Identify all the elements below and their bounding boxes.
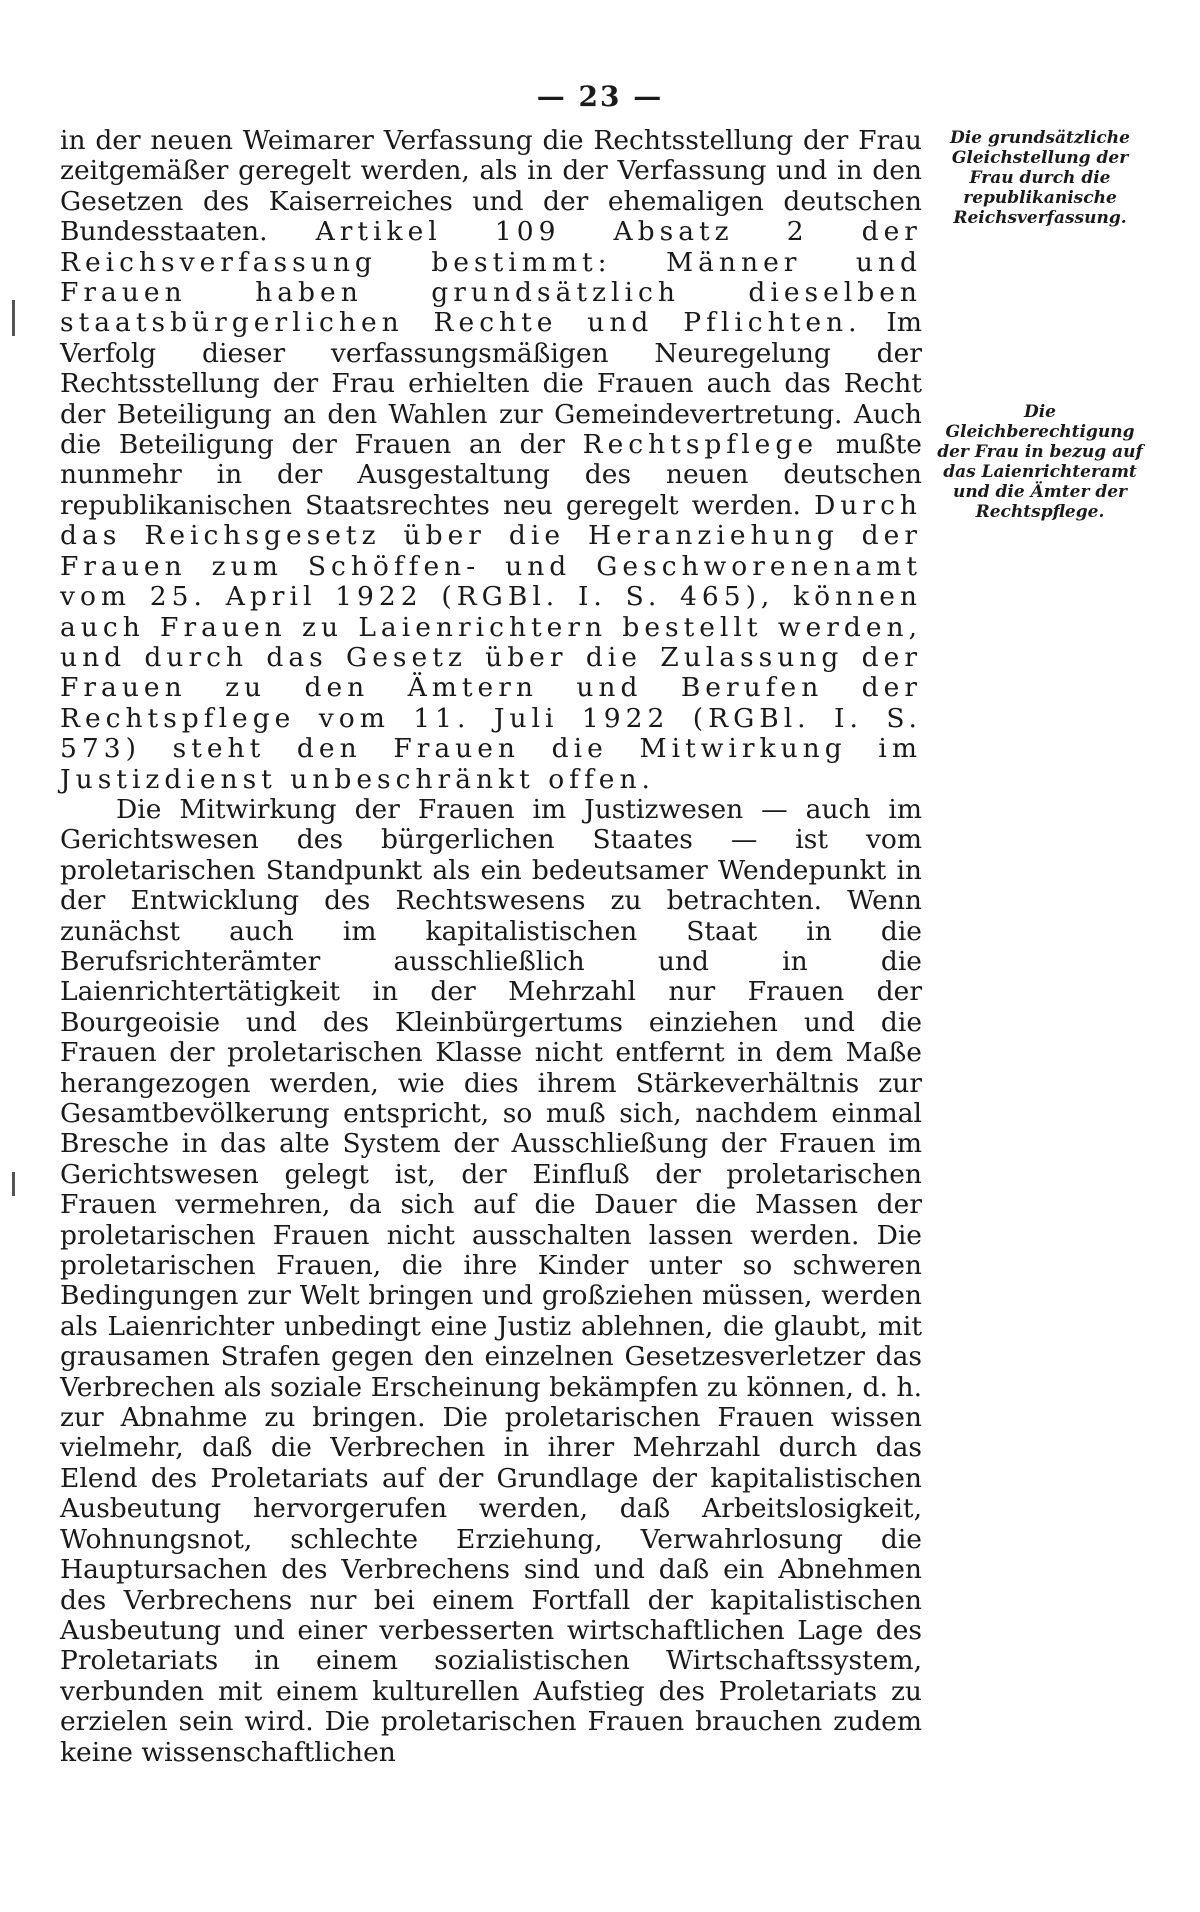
scan-mark: [12, 300, 15, 336]
paragraph-1-article-quote: Artikel 109 Absatz 2 der Reichsverfassung bestimmt: Männer und Frauen haben grundsätzlich dieselben staatsbürgerlichen Rechte und Pflichten.: [60, 216, 922, 339]
paragraph-1-rechtspflege: Rechtspflege: [582, 429, 819, 461]
paragraph-1-laws: Durch das Reichsgesetz über die Heranziehung der Frauen zum Schöffen- und Geschworenenamt vom 25. April 1922 (RGBl. I. S. 465), können auch Frauen zu Laienrichtern bestellt werden, und durch das Gesetz über die Zulassung der Frauen zu den Ämtern und Berufen der Rechtspflege vom 11. Juli 1922 (RGBl. I. S. 573) steht den Frauen die Mitwirkung im Justizdienst unbeschränkt offen.: [60, 489, 922, 795]
paragraph-1: [60, 126, 922, 795]
paragraph-1-part-c: Im Verfolg dieser verfassungsmäßigen Neuregelung der Rechtsstellung der Frau erhielten die Frauen auch das Recht der Beteiligung an den Wahlen zur Gemeindevertretung. Auch die Beteiligung der Frauen an der: [60, 307, 922, 461]
scan-mark: [12, 1172, 15, 1196]
paragraph-2: Die Mitwirkung der Frauen im Justizwesen — auch im Gerichtswesen des bürgerlichen Staates — ist vom proletarischen Standpunkt als ein bedeutsamer Wendepunkt in der Entwicklung des Rechtswesens zu betrachten. Wenn zunächst auch im kapitalistischen Staat in die Berufsrichterämter ausschließlich und in die Laienrichtertätigkeit in der Mehrzahl nur Frauen der Bourgeoisie und des Kleinbürgertums einziehen und die Frauen der proletarischen Klasse nicht entfernt in dem Maße herangezogen werden, wie dies ihrem Stärkeverhältnis zur Gesamtbevölkerung entspricht, so muß sich, nachdem einmal Bresche in das alte System der Ausschließung der Frauen im Gerichtswesen gelegt ist, der Einfluß der proletarischen Frauen vermehren, da sich auf die Dauer die Massen der proletarischen Frauen nicht ausschalten lassen werden. Die proletarischen Frauen, die ihre Kinder unter so schweren Bedingungen zur Welt bringen und großziehen müssen, werden als Laienrichter unbedingt eine Justiz ablehnen, die glaubt, mit grausamen Strafen gegen den einzelnen Gesetzesverletzer das Verbrechen als soziale Erscheinung bekämpfen zu können, d. h. zur Abnahme zu bringen. Die proletarischen Frauen wissen vielmehr, daß die Verbrechen in ihrer Mehrzahl durch das Elend des Proletariats auf der Grundlage der kapitalistischen Ausbeutung hervorgerufen werden, daß Arbeitslosigkeit, Wohnungsnot, schlechte Erziehung, Verwahrlosung die Hauptursachen des Verbrechens sind und daß ein Abnehmen des Verbrechens nur bei einem Fortfall der kapitalistischen Ausbeutung und einer verbesserten wirtschaftlichen Lage des Proletariats in einem sozialistischen Wirtschaftssystem, verbunden mit einem kulturellen Aufstieg des Proletariats zu erzielen sein wird. Die proletarischen Frauen brauchen zudem keine wissenschaftlichen: [60, 793, 922, 1768]
page-number: — 23 —: [536, 80, 664, 113]
body-text: [60, 126, 922, 1768]
paragraph-1-part-e: mußte nunmehr in der Ausgestaltung des neuen deutschen republikanischen Staatsrechtes neu geregelt werden.: [60, 429, 922, 521]
margin-note-equality: Die grundsätzliche Gleichstellung der Frau durch die republikanische Reichsverfassung.: [950, 128, 1130, 228]
margin-note-lay-judges: Die Gleichberechtigung der Frau in bezug auf das Laienrichteramt und die Ämter der Rechtspflege.: [937, 402, 1143, 522]
paragraph-1-part-a: in der neuen Weimarer Verfassung die Rechtsstellung der Frau zeitgemäßer geregelt werden, als in der Verfassung und in den Gesetzen des Kaiserreiches und der ehemaligen deutschen Bundesstaaten.: [60, 125, 922, 248]
